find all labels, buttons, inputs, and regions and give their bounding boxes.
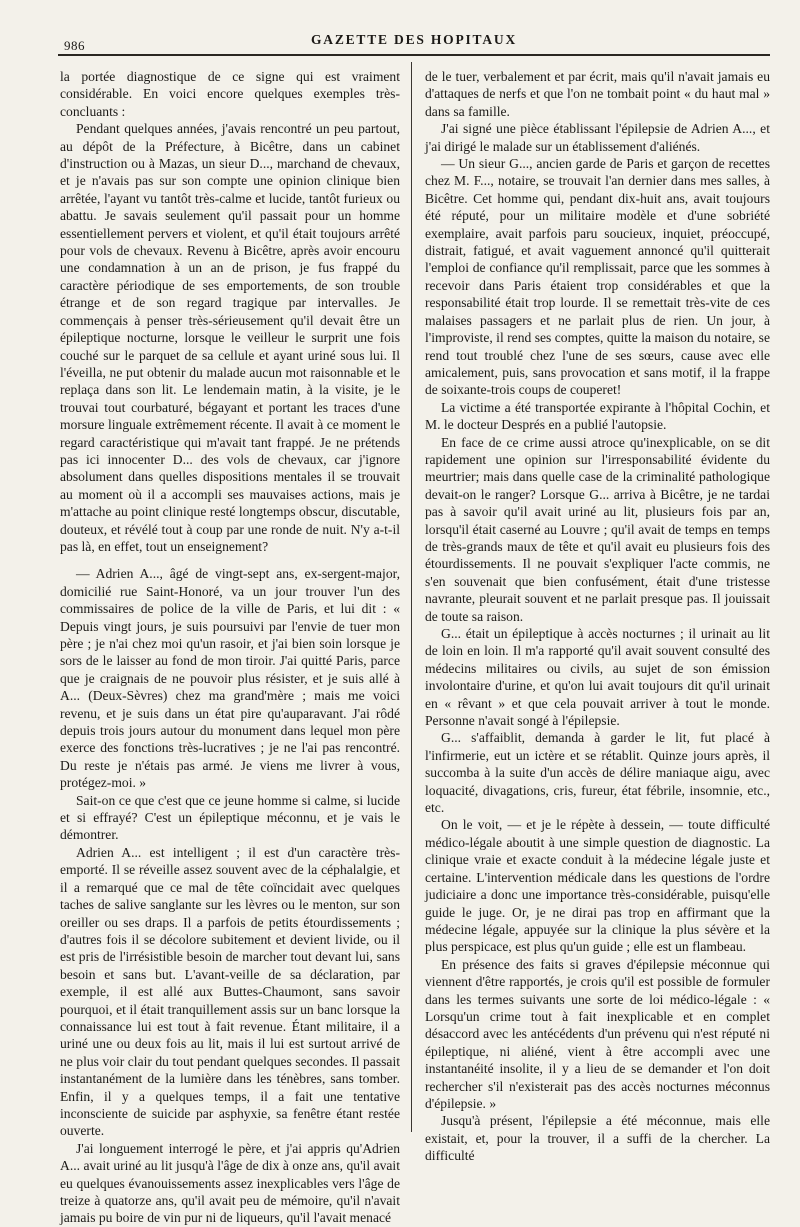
paragraph: On le voit, — et je le répète à dessein, — toute difficulté médico-légale aboutit à une simple question de diagnostic. La clinique vraie et exacte conduit à la médecine légale juste et certaine. L'intervention médicale dans les questions de l'ordre judiciaire a donc une importance très-considérable, puisqu'elle guide le juge. Or, je ne dirai pas trop en affirmant que la médecine légale, appuyée sur la clinique la plus sévère et la plus perspicace, est plus qu'un guide ; elle est un flambeau. (425, 817, 770, 955)
paragraph: G... s'affaiblit, demanda à garder le lit, fut placé à l'infirmerie, eut un ictère et se rétablit. Quinze jours après, il succomba à la suite d'un accès de délire maniaque aigu, avec loquacité, divagations, cris, fureur, état fébrile, insomnie, etc., etc. (425, 730, 770, 816)
paragraph: Pendant quelques années, j'avais rencontré un peu partout, au dépôt de la Préfecture, à Bicêtre, dans un cabinet d'instruction ou à Mazas, un sieur D..., marchand de chevaux, et je n'avais pas sur son compte une opinion clinique bien arrêtée, l'ayant vu tantôt très-calme et lucide, tantôt furieux ou abattu. Je savais seulement qu'il passait pour un homme essentiellement pervers et violent, et qu'il était toujours arrêté pour vols de chevaux. Revenu à Bicêtre, après avoir encouru une condamnation à un an de prison, je fus frappé du caractère périodique de ses emportements, de son trouble étrange et de son regard tragique par intervalles. Je commençais à penser très-sérieusement qu'il devait être un épileptique nocturne, lorsque le veilleur le surprit une fois couché sur le parquet de sa cellule et ayant uriné sous lui. Il l'éveilla, ne put obtenir du malade aucun mot raisonnable et le replaça dans son lit. Le lendemain matin, à la visite, je le trouvai tout courbaturé, bégayant et portant les traces d'une morsure linguale extrêmement récente. Il avait à ce moment le regard caractéristique qui m'avait tant frappé. Je ne prétends pas ici innocenter D... des vols de chevaux, car j'ignore absolument dans quelles dispositions mentales il se trouvait au moment où il a accompli ses mauvaises actions, mais je m'attache au point clinique resté longtemps obscur, discutable, douteux, et révélé tout à coup par une ronde de nuit. N'y a-t-il pas là, en effet, tout un enseignement? (60, 121, 400, 554)
paragraph: J'ai signé une pièce établissant l'épilepsie de Adrien A..., et j'ai dirigé le malade sur un établissement d'aliénés. (425, 121, 770, 154)
page-number: 986 (64, 38, 85, 53)
paragraph: La victime a été transportée expirante à l'hôpital Cochin, et M. le docteur Després en a publié l'autopsie. (425, 399, 770, 433)
left-column (60, 68, 400, 1227)
page-header (58, 28, 770, 53)
paragraph: la portée diagnostique de ce signe qui est vraiment considérable. En voici encore quelques exemples très-concluants : (60, 69, 400, 119)
paragraph: Adrien A... est intelligent ; il est d'un caractère très-emporté. Il se réveille assez souvent avec de la céphalalgie, et il a remarqué que ce mal de tête coïncidait avec quelques taches de salive sanglante sur les lèvres ou le menton, sur son oreiller ou ses draps. Il a parfois de petits étourdissements ; d'autres fois il se décolore subitement et devient livide, ou il est pris de l'irrésistible besoin de marcher tout devant lui, sans besoin et sans but. L'avant-veille de sa déclaration, par exemple, il est allé aux Buttes-Chaumont, sans savoir pourquoi, et il était tranquillement assis sur un banc lorsque la connaissance lui est tout à fait revenue. Étant militaire, il a uriné une ou deux fois au lit, mais il lui est surtout arrivé de ne plus voir clair du tout pendant quelques secondes. Il passait instantanément de la lumière dans les ténèbres, sans tomber. Enfin, il y a quelques temps, il a fait une tentative inconsciente de suicide par asphyxie, sa fenêtre étant restée ouverte. (60, 844, 400, 1139)
paragraph: G... était un épileptique à accès nocturnes ; il urinait au lit de loin en loin. Il m'a rapporté qu'il avait souvent consulté des médecins militaires ou civils, au sujet de son émission involontaire d'urine, et qu'on lui avait toujours dit qu'il urinait en « rêvant » et que cela pouvait arriver à tout le monde. Personne n'avait songé à l'épilepsie. (425, 626, 770, 729)
paragraph: Sait-on ce que c'est que ce jeune homme si calme, si lucide et si effrayé? C'est un épileptique méconnu, et je vais le démontrer. (60, 792, 400, 843)
paragraph: de le tuer, verbalement et par écrit, mais qu'il n'avait jamais eu d'attaques de nerfs et que l'on ne tombait point « du haut mal » dans sa famille. (425, 69, 770, 119)
column-divider (411, 62, 412, 1132)
journal-title: GAZETTE DES HOPITAUX (310, 32, 518, 47)
right-column (425, 68, 770, 1165)
paragraph: — Un sieur G..., ancien garde de Paris et garçon de recettes chez M. F..., notaire, se trouvait l'an dernier dans mes salles, à Bicêtre. Cet homme qui, pendant dix-huit ans, avait toujours été réputé, pour un militaire modèle et d'une sobriété exemplaire, avait parfois paru soucieux, inquiet, préoccupé, distrait, fatigué, et avait vaguement annoncé qu'il quitterait l'emploi de confiance qu'il remplissait, parce que les sommes à recevoir dans Paris étaient trop considérables et que la responsabilité était trop lourde. Il se remettait très-vite de ces malaises passagers et ne parlait plus de rien. Un jour, à l'improviste, il rend ses comptes, quitte la maison du notaire, se rend tout troublé chez l'une de ses sœurs, cause avec elle amicalement, puis, sans provocation et sans motif, il la frappe de soixante-trois coups de couperet! (425, 156, 770, 398)
paragraph: En présence des faits si graves d'épilepsie méconnue qui viennent d'être rapportés, je crois qu'il est possible de formuler dans les termes suivants une sorte de loi médico-légale : « Lorsqu'un crime tout à fait inexplicable et en complet désaccord avec les antécédents d'un prévenu qui n'est réputé ni épileptique, ni aliéné, vient à être accompli avec une instantanéité insolite, il y a lieu de se demander et l'on doit rechercher s'il n'existerait pas des accès nocturnes méconnus d'épilepsie. » (425, 956, 770, 1111)
header-rule (58, 54, 770, 56)
paragraph: Jusqu'à présent, l'épilepsie a été méconnue, mais elle existait, et, pour la trouver, il a suffi de la chercher. La difficulté (425, 1113, 770, 1164)
paragraph: J'ai longuement interrogé le père, et j'ai appris qu'Adrien A... avait uriné au lit jusqu'à l'âge de dix à onze ans, qu'il avait eu quelques évanouissements assez inexplicables vers l'âge de treize à quatorze ans, qu'il avait peu de mémoire, qu'il n'avait jamais pu boire de vin pur ni de liqueurs, qu'il l'avait menacé (60, 1140, 400, 1226)
paragraph: En face de ce crime aussi atroce qu'inexplicable, on se dit rapidement une opinion sur l'irresponsabilité évidente du meurtrier; mais dans quelle case de la criminalité pathologique devait-on le ranger? Lorsque G... arriva à Bicêtre, je ne tardai pas à savoir qu'il avait uriné au lit, plusieurs fois par an, lorsqu'il était caserné au Louvre ; qu'il avait de temps en temps de très-grands maux de tête et qu'il avait eu plusieurs fois des étourdissements. Il ne pouvait s'expliquer l'acte commis, ne s'en souvenait que bien confusément, était d'une tristesse navrante, pleurait souvent et ne parlait presque pas. Il jouissait de toute sa raison. (425, 434, 770, 624)
paragraph: — Adrien A..., âgé de vingt-sept ans, ex-sergent-major, domicilié rue Saint-Honoré, va un jour trouver l'un des commissaires de police de la ville de Paris, et lui dit : « Depuis vingt jours, je suis poursuivi par l'envie de tuer mon père ; je n'ai chez moi qu'un rasoir, et j'ai bien soin lorsque je sors de le laisser au fond de mon tiroir. J'ai quitté Paris, parce que je craignais de ne pouvoir plus résister, et je suis allé à A... (Deux-Sèvres) chez ma grand'mère ; mais me voici revenu, et je suis dans un état pire qu'auparavant. J'ai rôdé depuis trois jours autour du monument dans lequel mon père exerce des fonctions très-lucratives ; je ne l'ai pas rencontré. Du reste je n'étais pas armé. Je viens me livrer à vous, protégez-moi. » (60, 566, 400, 791)
